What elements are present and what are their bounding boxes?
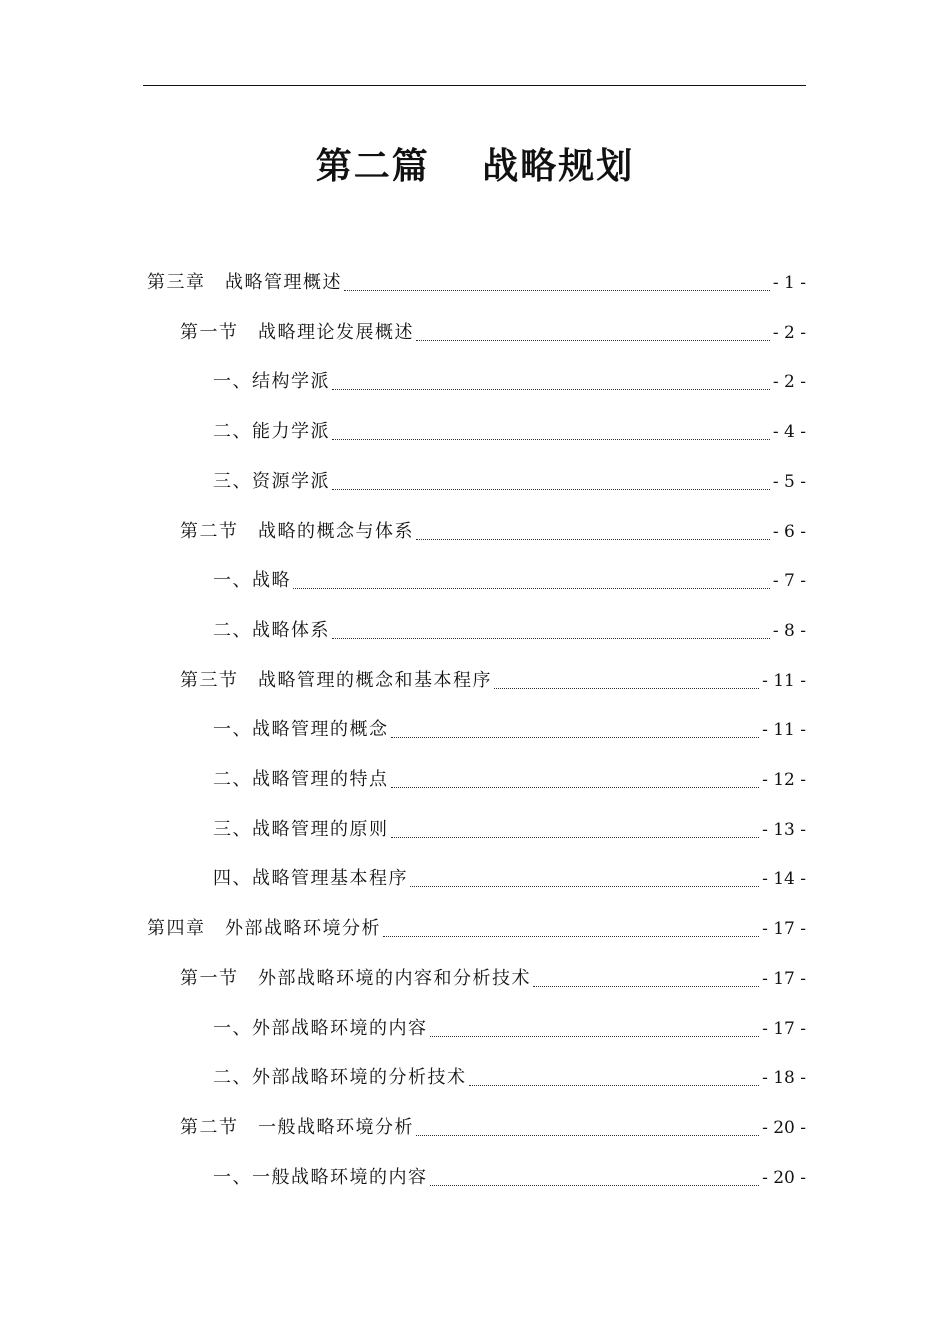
toc-entry-title: 第一节 外部战略环境的内容和分析技术 xyxy=(180,967,531,989)
toc-page-number: - 20 - xyxy=(762,1167,806,1188)
toc-dot-leader xyxy=(332,439,770,440)
toc-entry-title: 第四章 外部战略环境分析 xyxy=(147,918,381,940)
toc-page-number: - 7 - xyxy=(772,571,806,592)
toc-entry[interactable] xyxy=(213,415,806,449)
toc-entry[interactable] xyxy=(213,862,806,896)
toc-entry-title: 二、战略管理的特点 xyxy=(213,769,389,790)
toc-dot-leader xyxy=(391,737,760,738)
toc-entry-title: 第三节 战略管理的概念和基本程序 xyxy=(180,669,492,691)
toc-page-number: - 5 - xyxy=(772,471,806,492)
toc-entry[interactable] xyxy=(213,1161,806,1195)
toc-dot-leader xyxy=(430,1185,760,1186)
toc-page-number: - 1 - xyxy=(772,273,806,293)
toc-entry[interactable] xyxy=(213,763,806,797)
toc-dot-leader xyxy=(410,886,759,887)
toc-entry-title: 二、战略体系 xyxy=(213,619,330,641)
toc-page-number: - 2 - xyxy=(772,372,806,393)
toc-entry-title: 三、资源学派 xyxy=(213,470,330,492)
toc-entry[interactable] xyxy=(180,664,806,698)
toc-entry-title: 三、战略管理的原则 xyxy=(213,818,389,840)
toc-page-number: - 17 - xyxy=(762,919,806,940)
toc-entry[interactable] xyxy=(147,266,806,300)
toc-page-number: - 12 - xyxy=(762,770,806,790)
toc-entry[interactable] xyxy=(213,713,806,747)
toc-entry[interactable] xyxy=(213,365,806,399)
toc-page-number: - 17 - xyxy=(762,1018,806,1039)
toc-entry[interactable] xyxy=(213,465,806,499)
toc-page-number: - 8 - xyxy=(772,620,806,641)
header-rule xyxy=(143,85,806,86)
toc-entry[interactable] xyxy=(180,515,806,549)
toc-dot-leader xyxy=(416,340,770,341)
toc-page-number: - 14 - xyxy=(762,869,806,890)
toc-dot-leader xyxy=(332,389,770,390)
toc-page-number: - 18 - xyxy=(762,1068,806,1089)
toc-dot-leader xyxy=(293,588,770,589)
toc-entry[interactable] xyxy=(213,813,806,847)
toc-entry[interactable] xyxy=(180,316,806,350)
toc-page-number: - 20 - xyxy=(762,1117,806,1138)
toc-page-number: - 13 - xyxy=(762,819,806,840)
toc-entry-title: 一、一般战略环境的内容 xyxy=(213,1166,428,1188)
toc-dot-leader xyxy=(430,1036,760,1037)
toc-dot-leader xyxy=(533,986,759,987)
toc-entry-title: 一、战略管理的概念 xyxy=(213,719,389,741)
toc-entry[interactable] xyxy=(147,912,806,946)
toc-entry-title: 第三章 战略管理概述 xyxy=(147,272,342,293)
toc-page-number: - 11 - xyxy=(762,670,806,691)
toc-dot-leader xyxy=(416,539,770,540)
toc-entry[interactable] xyxy=(213,1061,806,1095)
toc-dot-leader xyxy=(416,1135,759,1136)
toc-page-number: - 11 - xyxy=(762,720,806,741)
toc-page-number: - 4 - xyxy=(772,422,806,443)
toc-entry-title: 四、战略管理基本程序 xyxy=(213,868,408,890)
toc-dot-leader xyxy=(391,837,760,838)
toc-dot-leader xyxy=(332,638,770,639)
toc-entry[interactable] xyxy=(213,614,806,648)
toc-dot-leader xyxy=(494,688,759,689)
toc-entry-title: 一、结构学派 xyxy=(213,371,330,393)
toc-entry[interactable] xyxy=(180,962,806,996)
toc-page-number: - 17 - xyxy=(762,968,806,989)
toc-entry[interactable] xyxy=(180,1111,806,1145)
toc-entry-title: 一、外部战略环境的内容 xyxy=(213,1017,428,1039)
toc-entry-title: 一、战略 xyxy=(213,570,291,592)
toc-dot-leader xyxy=(391,787,760,788)
toc-page-number: - 2 - xyxy=(772,322,806,343)
toc-dot-leader xyxy=(344,290,770,291)
toc-entry-title: 第二节 一般战略环境分析 xyxy=(180,1116,414,1138)
part-title: 第二篇 战略规划 xyxy=(315,145,635,187)
toc-dot-leader xyxy=(332,489,770,490)
toc-dot-leader xyxy=(383,936,759,937)
toc-entry-title: 二、能力学派 xyxy=(213,421,330,443)
toc-page-number: - 6 - xyxy=(772,521,806,542)
toc-entry-title: 第二节 战略的概念与体系 xyxy=(180,520,414,542)
toc-entry-title: 第一节 战略理论发展概述 xyxy=(180,321,414,343)
toc-entry[interactable] xyxy=(213,564,806,598)
toc-dot-leader xyxy=(469,1085,760,1086)
toc-entry[interactable] xyxy=(213,1012,806,1046)
toc-entry-title: 二、外部战略环境的分析技术 xyxy=(213,1067,467,1089)
